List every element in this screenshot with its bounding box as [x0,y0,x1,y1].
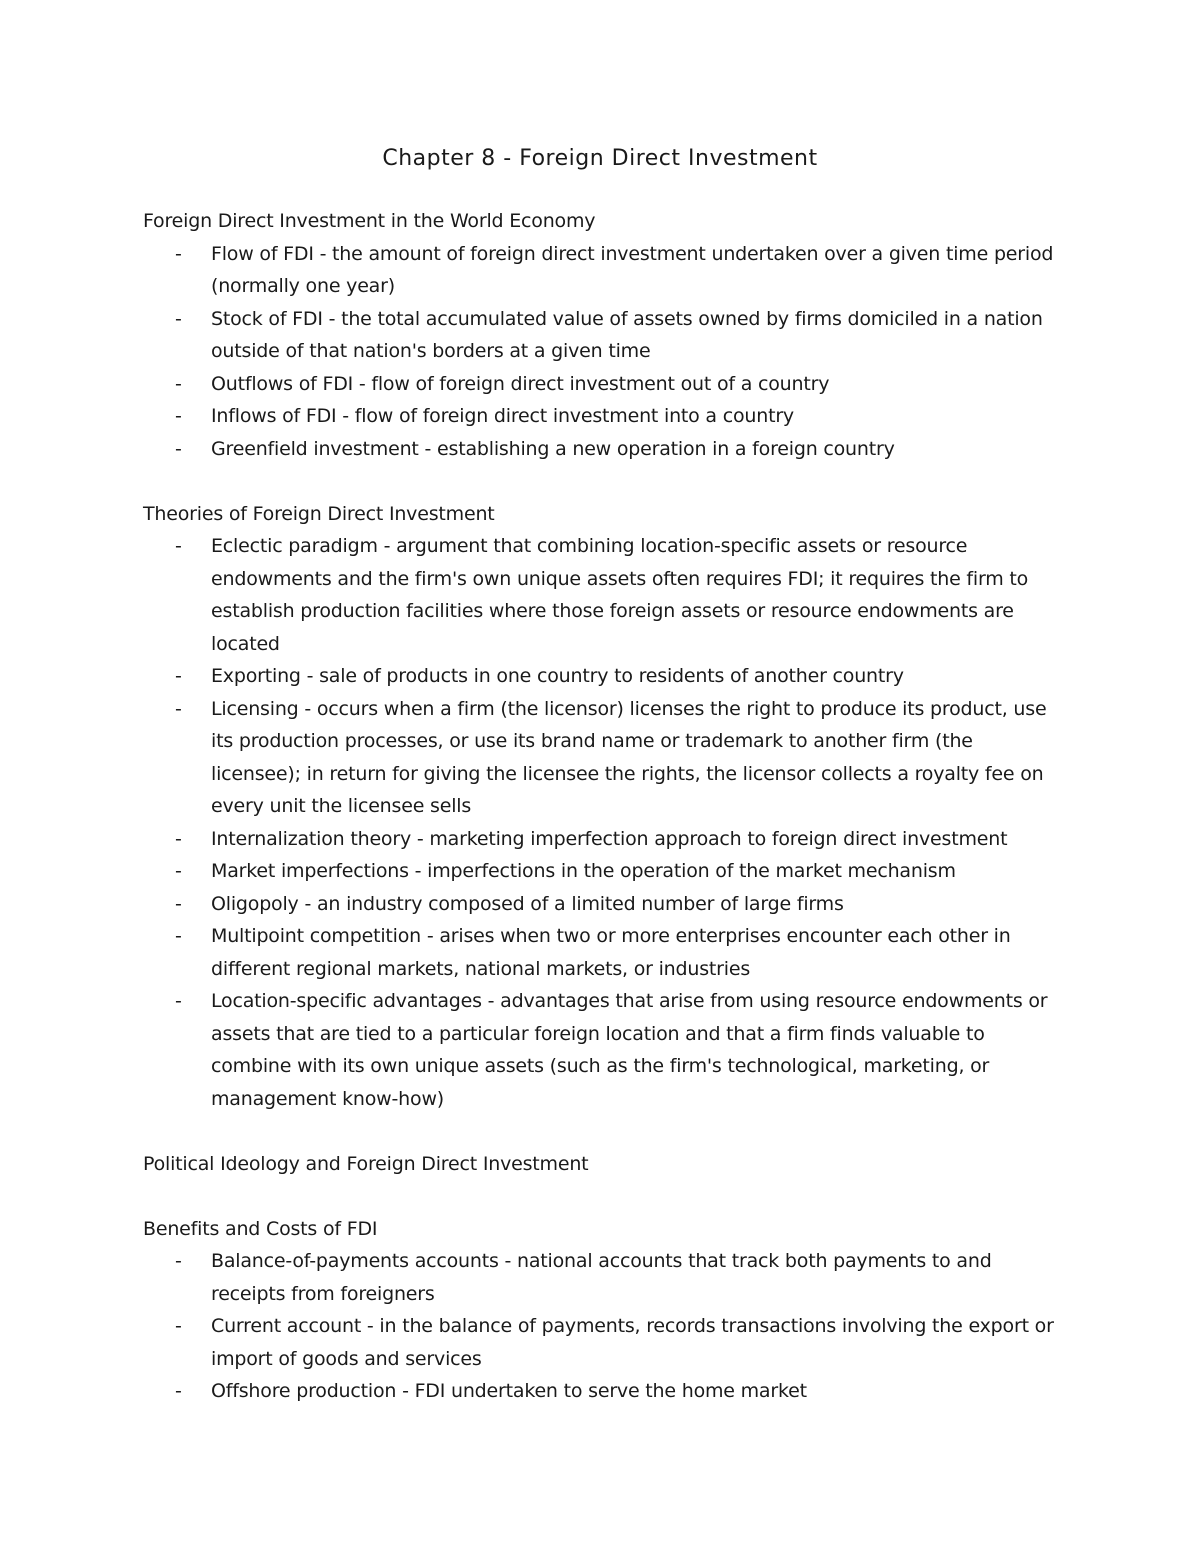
term-definition: Offshore production - FDI undertaken to serve the home market [211,1380,807,1402]
list-item [143,530,1063,660]
list-item [143,1375,1063,1408]
dash-bullet-icon: - [175,1315,182,1337]
list-item [143,1245,1063,1310]
term-definition: Outflows of FDI - flow of foreign direct investment out of a country [211,372,830,395]
term-definition: Market imperfections - imperfections in the operation of the market mechanism [211,860,956,882]
dash-bullet-icon: - [175,665,182,687]
list-item [143,985,1063,1115]
term-definition: Balance-of-payments accounts - national accounts that track both payments to and receipts from foreigners [211,1250,992,1305]
list-item [143,920,1063,985]
term-definition: Internalization theory - marketing imperfection approach to foreign direct investment [211,827,1008,850]
list-item [143,660,1063,693]
dash-bullet-icon: - [175,860,182,882]
term-definition: Licensing - occurs when a firm (the licensor) licenses the right to produce its product, use its production processes, or use its brand name or trademark to another firm (the licensee); in return for giving the licensee the rights, the licensor collects a royalty fee on every unit the licensee sells [211,697,1047,817]
section-heading: Political Ideology and Foreign Direct Investment [143,1152,589,1175]
dash-bullet-icon: - [175,1380,182,1402]
section-heading: Benefits and Costs of FDI [143,1217,378,1240]
term-definition: Flow of FDI - the amount of foreign direct investment undertaken over a given time period (normally one year) [211,242,1054,297]
dash-bullet-icon: - [175,535,182,557]
dash-bullet-icon: - [175,405,182,427]
term-definition: Current account - in the balance of payments, records transactions involving the export or import of goods and services [211,1315,1054,1370]
list-item [143,1310,1063,1375]
section-heading: Foreign Direct Investment in the World Economy [143,210,596,232]
section-heading: Theories of Foreign Direct Investment [143,502,495,525]
section [143,498,1063,1116]
dash-bullet-icon: - [175,437,182,460]
term-definition: Exporting - sale of products in one country to residents of another country [211,665,904,687]
list-item [143,303,1063,368]
term-list [143,530,1063,1115]
term-list [143,1245,1063,1408]
list-item [143,368,1063,401]
dash-bullet-icon: - [175,1250,182,1272]
term-definition: Stock of FDI - the total accumulated value of assets owned by firms domiciled in a nation outside of that nation's borders at a given time [211,307,1043,362]
term-definition: Greenfield investment - establishing a new operation in a foreign country [211,437,895,460]
list-item [143,238,1063,303]
document-body [143,205,1063,1440]
dash-bullet-icon: - [175,925,182,947]
term-list [143,238,1063,466]
term-definition: Eclectic paradigm - argument that combining location-specific assets or resource endowments and the firm's own unique assets often requires FDI; it requires the firm to establish production facilities where those foreign assets or resource endowments are located [211,535,1029,655]
dash-bullet-icon: - [175,697,182,720]
section [143,1148,1063,1181]
dash-bullet-icon: - [175,372,182,395]
list-item [143,433,1063,466]
document-title: Chapter 8 - Foreign Direct Investment [382,146,818,171]
term-definition: Inflows of FDI - flow of foreign direct investment into a country [211,405,794,427]
section [143,205,1063,465]
list-item [143,888,1063,921]
dash-bullet-icon: - [175,990,182,1012]
dash-bullet-icon: - [175,827,182,850]
term-definition: Oligopoly - an industry composed of a limited number of large firms [211,892,844,915]
list-item [143,855,1063,888]
list-item [143,693,1063,823]
list-item [143,823,1063,856]
term-definition: Multipoint competition - arises when two or more enterprises encounter each other in different regional markets, national markets, or industries [211,925,1011,980]
dash-bullet-icon: - [175,242,182,265]
term-definition: Location-specific advantages - advantages that arise from using resource endowments or assets that are tied to a particular foreign location and that a firm finds valuable to combine with its own unique assets (such as the firm's technological, marketing, or management know-how) [211,990,1048,1110]
dash-bullet-icon: - [175,892,182,915]
section [143,1213,1063,1408]
list-item [143,400,1063,433]
dash-bullet-icon: - [175,307,182,330]
